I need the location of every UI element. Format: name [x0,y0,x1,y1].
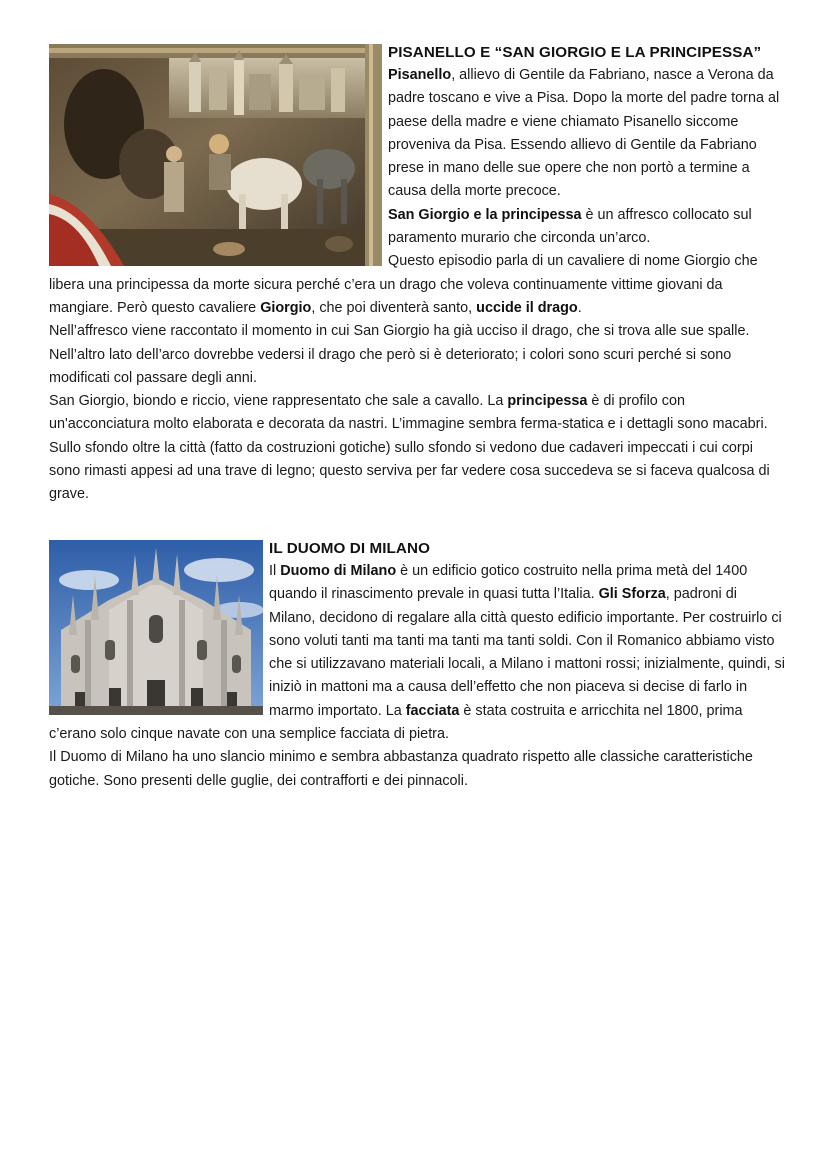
fresco-picture [49,44,382,266]
paragraph-san-giorgio [49,390,785,506]
text-run: Questo episodio parla di un cavaliere di nome Giorgio che libera una principessa da morte sicura perché c’era un drago che voleva continuamente vittime giovani da mangiare. Però questo cavaliere [49,253,758,316]
duomo-picture [49,540,263,715]
section-title-duomo: IL DUOMO DI MILANO [269,540,430,557]
text-run: è un edificio gotico costruito nella prima metà del 1400 quando il rinascimento prevale in quasi tutta l’Italia. [269,563,748,603]
bold-term: San Giorgio e la principessa [388,206,582,223]
bold-term: Duomo di Milano [280,563,397,579]
paragraph-racconto: Nell’affresco viene raccontato il momento in cui San Giorgio ha già ucciso il drago, che si trova alle sue spalle. Nell’altro lato dell’arco dovrebbe vedersi il drago che però si è deteriorato; i colori sono scuri perché si sono modificati col passare degli anni. [49,323,750,386]
text-run: è un affresco collocato sul paramento murario che circonda un’arco. [388,206,752,247]
duomo-image [49,540,263,715]
section-pisanello [49,42,785,507]
bold-term: facciata [405,702,460,719]
section-title-pisanello: PISANELLO E “SAN GIORGIO E LA PRINCIPESSA” [388,44,762,61]
section-duomo [49,538,785,793]
text-run: , allievo di Gentile da Fabriano, nasce a Verona da padre toscano e vive a Pisa. Dopo la morte del padre torna al paese della madre e viene chiamato Pisanello siccome proveniva da Pisa. Essendo allievo di Gentile da Fabriano prese in mano delle sue opere che non portò a termine a causa della morte precoce. [388,67,780,200]
paragraph-duomo-caratteristiche: Il Duomo di Milano ha uno slancio minimo e sembra abbastanza quadrato rispetto alle classiche caratteristiche gotiche. Sono presenti delle guglie, dei contrafforti e dei pinnacoli. [49,749,753,789]
text-run: Il [269,563,281,579]
bold-term: Giorgio [260,299,312,316]
text-run: è stata costruita e arricchita nel 1800, prima c’erano solo cinque navate con una semplice facciata di pietra. [49,702,743,743]
bold-term: Pisanello [388,67,452,83]
text-run: , padroni di Milano, decidono di regalare alla città questo edificio importante. Per costruirlo ci sono voluti tanti ma tanti ma tanti ma tanti soldi. Con il Romanico abbiamo visto che si utilizzavano materiali locali, a Milano i mattoni rossi; inizialmente, quindi, si iniziò in mattoni ma a causa dell’effetto che non piaceva si decise di farlo in marmo importato. La [269,586,785,719]
text-run: è di profilo con un'acconciatura molto elaborata e decorata da nastri. L’immagine sembra ferma-statica e i dettagli sono macabri. Sullo sfondo oltre la città (fatto da costruzioni gotiche) sullo sfondo si vedono due cadaveri impeccati i cui corpi sono rimasti appesi ad una trave di legno; questo serviva per far vedere cosa succedeva se si faceva qualcosa di grave. [49,393,770,503]
fresco-image [49,44,382,266]
bold-term: Gli Sforza [598,586,666,603]
text-run: . [577,299,582,316]
bold-term: uccide il drago [476,299,578,316]
text-run: San Giorgio, biondo e riccio, viene rappresentato che sale a cavallo. La [49,393,508,410]
text-run: , che poi diventerà santo, [311,299,477,316]
bold-term: principessa [507,393,588,410]
